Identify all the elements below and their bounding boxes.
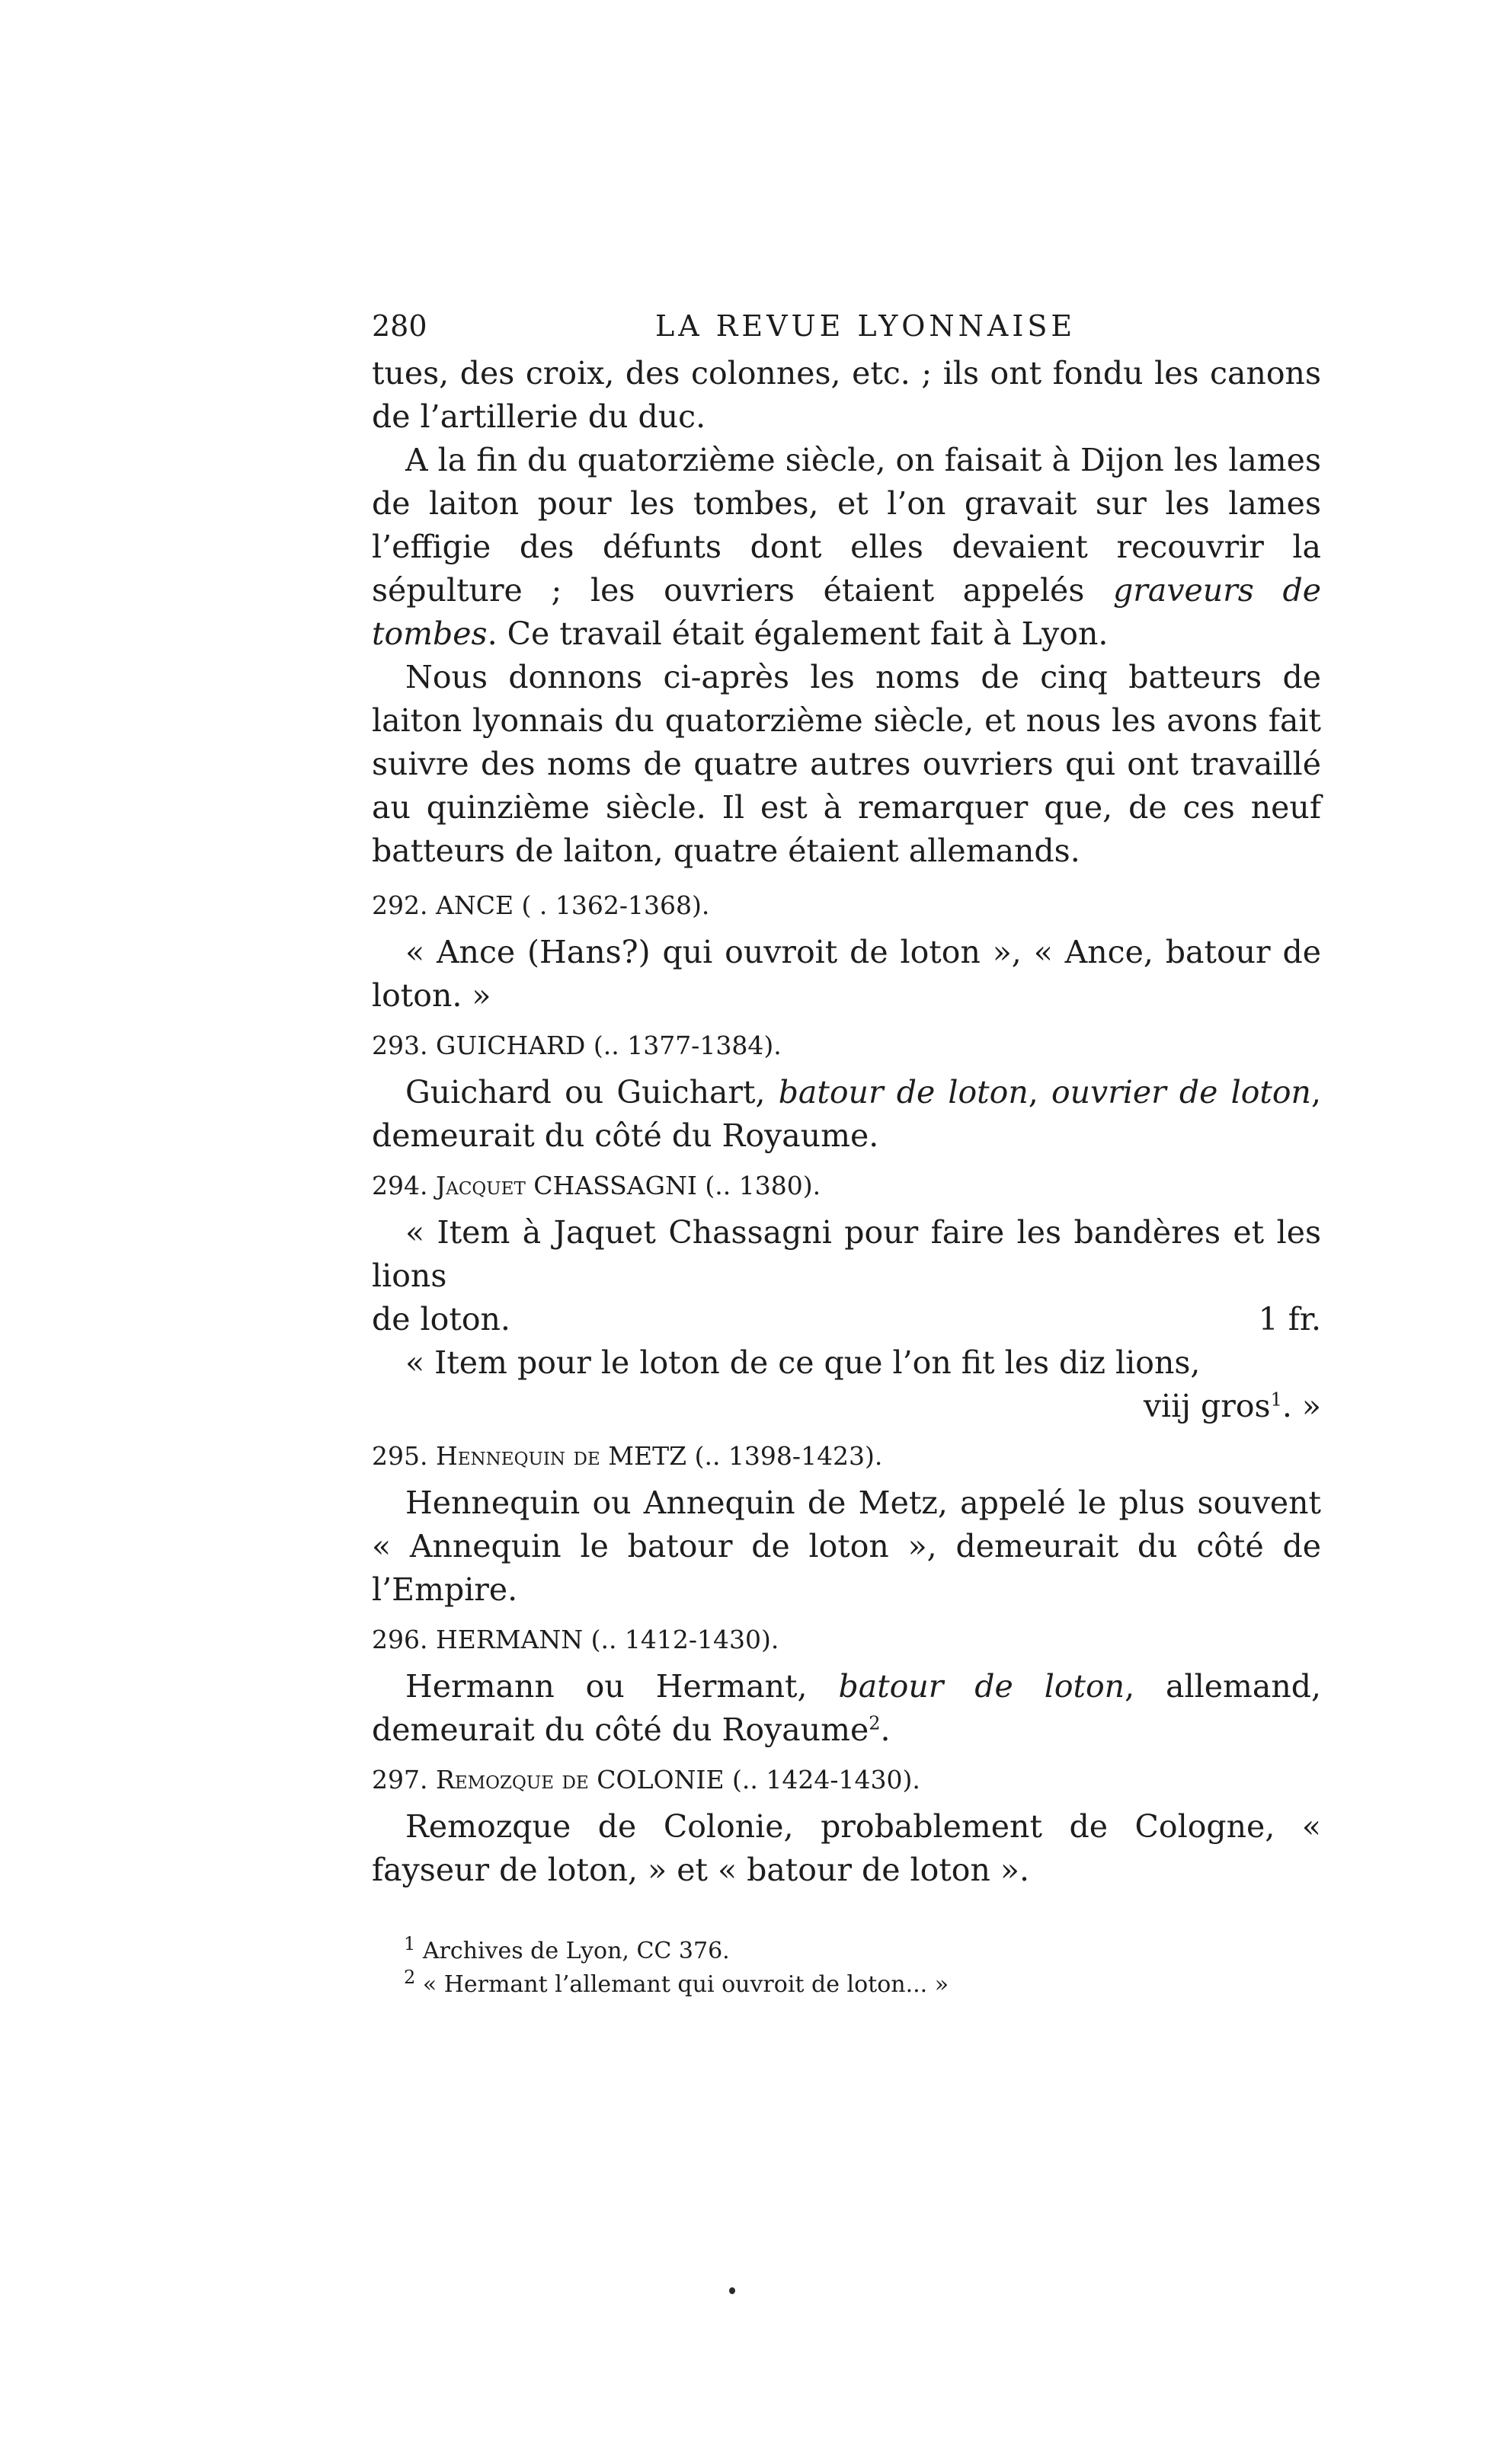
entry-heading (372, 888, 1321, 923)
entry-heading (372, 1028, 1321, 1063)
entry-name: HERMANN (435, 1625, 584, 1654)
entry-heading (372, 1168, 1321, 1203)
entry-number: 297. (372, 1765, 428, 1794)
paragraph: A la fin du quatorzième siècle, on faisait à Dijon les lames de laiton pour les tombes, et l’on gravait sur les lames l’effigie des défunts dont elles devaient recouvrir la sépulture ; les ouvriers étaient appelés graveurs de tombes. Ce travail était également fait à Lyon. (372, 442, 1321, 652)
entry-name: METZ (608, 1441, 687, 1471)
footnote: $^2$ « Hermant l’allemant qui ouvroit de loton... » (404, 1967, 949, 1998)
entry-name: COLONIE (597, 1765, 725, 1794)
paragraph: tues, des croix, des colonnes, etc. ; ils ont fondu les canons de l’artillerie du duc. (372, 355, 1321, 435)
footnote: $^1$ Archives de Lyon, CC 376. (404, 1933, 730, 1964)
footnote-mark: 1 (404, 1933, 416, 1954)
entry-text: Hennequin ou Annequin de Metz, appelé le plus souvent « Annequin le batour de loton », demeurait du côté de l’Empire. (372, 1484, 1321, 1608)
page-header (366, 303, 1326, 349)
entry-dates: (.. 1380). (705, 1171, 821, 1200)
page-number: 280 (372, 309, 427, 343)
entry-dates: (.. 1424-1430). (732, 1765, 920, 1794)
entry-name-prefix: Remozque de (435, 1765, 589, 1794)
quote-line: « Item à Jaquet Chassagni pour faire les bandères et les lions (372, 1214, 1321, 1294)
entry-number: 296. (372, 1625, 428, 1654)
quote-line: de loton. 1 fr. (372, 1301, 1321, 1337)
footnotes (404, 1935, 1242, 2002)
quote-line: « Item pour le loton de ce que l’on fit les diz lions, (405, 1344, 1201, 1381)
entry-heading (372, 1622, 1321, 1657)
entry-heading (372, 1439, 1321, 1474)
entry-name: CHASSAGNI (533, 1171, 697, 1200)
entry-name-prefix: Jacquet (435, 1171, 526, 1200)
entry-text: Hermann ou Hermant, batour de loton, allemand, demeurait du côté du Royaume$^2$. (372, 1668, 1321, 1748)
entry-number: 295. (372, 1441, 428, 1471)
entry-dates: (.. 1377-1384). (593, 1031, 782, 1060)
entry-dates: ( . 1362-1368). (521, 890, 710, 920)
entry-name-prefix: Hennequin de (435, 1441, 600, 1471)
footnote-ref: 2 (869, 1712, 881, 1734)
main-text (372, 352, 1321, 1892)
entry-name: GUICHARD (435, 1031, 586, 1060)
entry-heading (372, 1763, 1321, 1798)
paragraph: Nous donnons ci-après les noms de cinq batteurs de laiton lyonnais du quatorzième siècle, et nous les avons fait suivre des noms de quatre autres ouvriers qui ont travaillé au quinzième siècle. Il est à remarquer que, de ces neuf batteurs de laiton, quatre étaient allemands. (372, 659, 1321, 869)
entry-text: Remozque de Colonie, probablement de Cologne, « fayseur de loton, » et « batour de loton ». (372, 1808, 1321, 1888)
italic-term: graveurs de tombes (372, 572, 1321, 652)
entry-name: ANCE (435, 890, 514, 920)
entry-dates: (.. 1398-1423). (694, 1441, 883, 1471)
entry-number: 294. (372, 1171, 428, 1200)
running-title: LA REVUE LYONNAISE (655, 309, 1077, 343)
entry-text: Guichard ou Guichart, batour de loton, ouvrier de loton, demeurait du côté du Royaume. (372, 1074, 1321, 1154)
footnote-mark: 2 (404, 1967, 416, 1988)
quote-line: viij gros$^1$. » (1143, 1388, 1321, 1424)
footnote-ref: 1 (1270, 1389, 1282, 1411)
ink-speck (729, 2287, 735, 2294)
entry-text: « Ance (Hans?) qui ouvroit de loton », « Ance, batour de loton. » (372, 934, 1321, 1014)
entry-dates: (.. 1412-1430). (590, 1625, 779, 1654)
entry-number: 293. (372, 1031, 428, 1060)
entry-number: 292. (372, 890, 428, 920)
